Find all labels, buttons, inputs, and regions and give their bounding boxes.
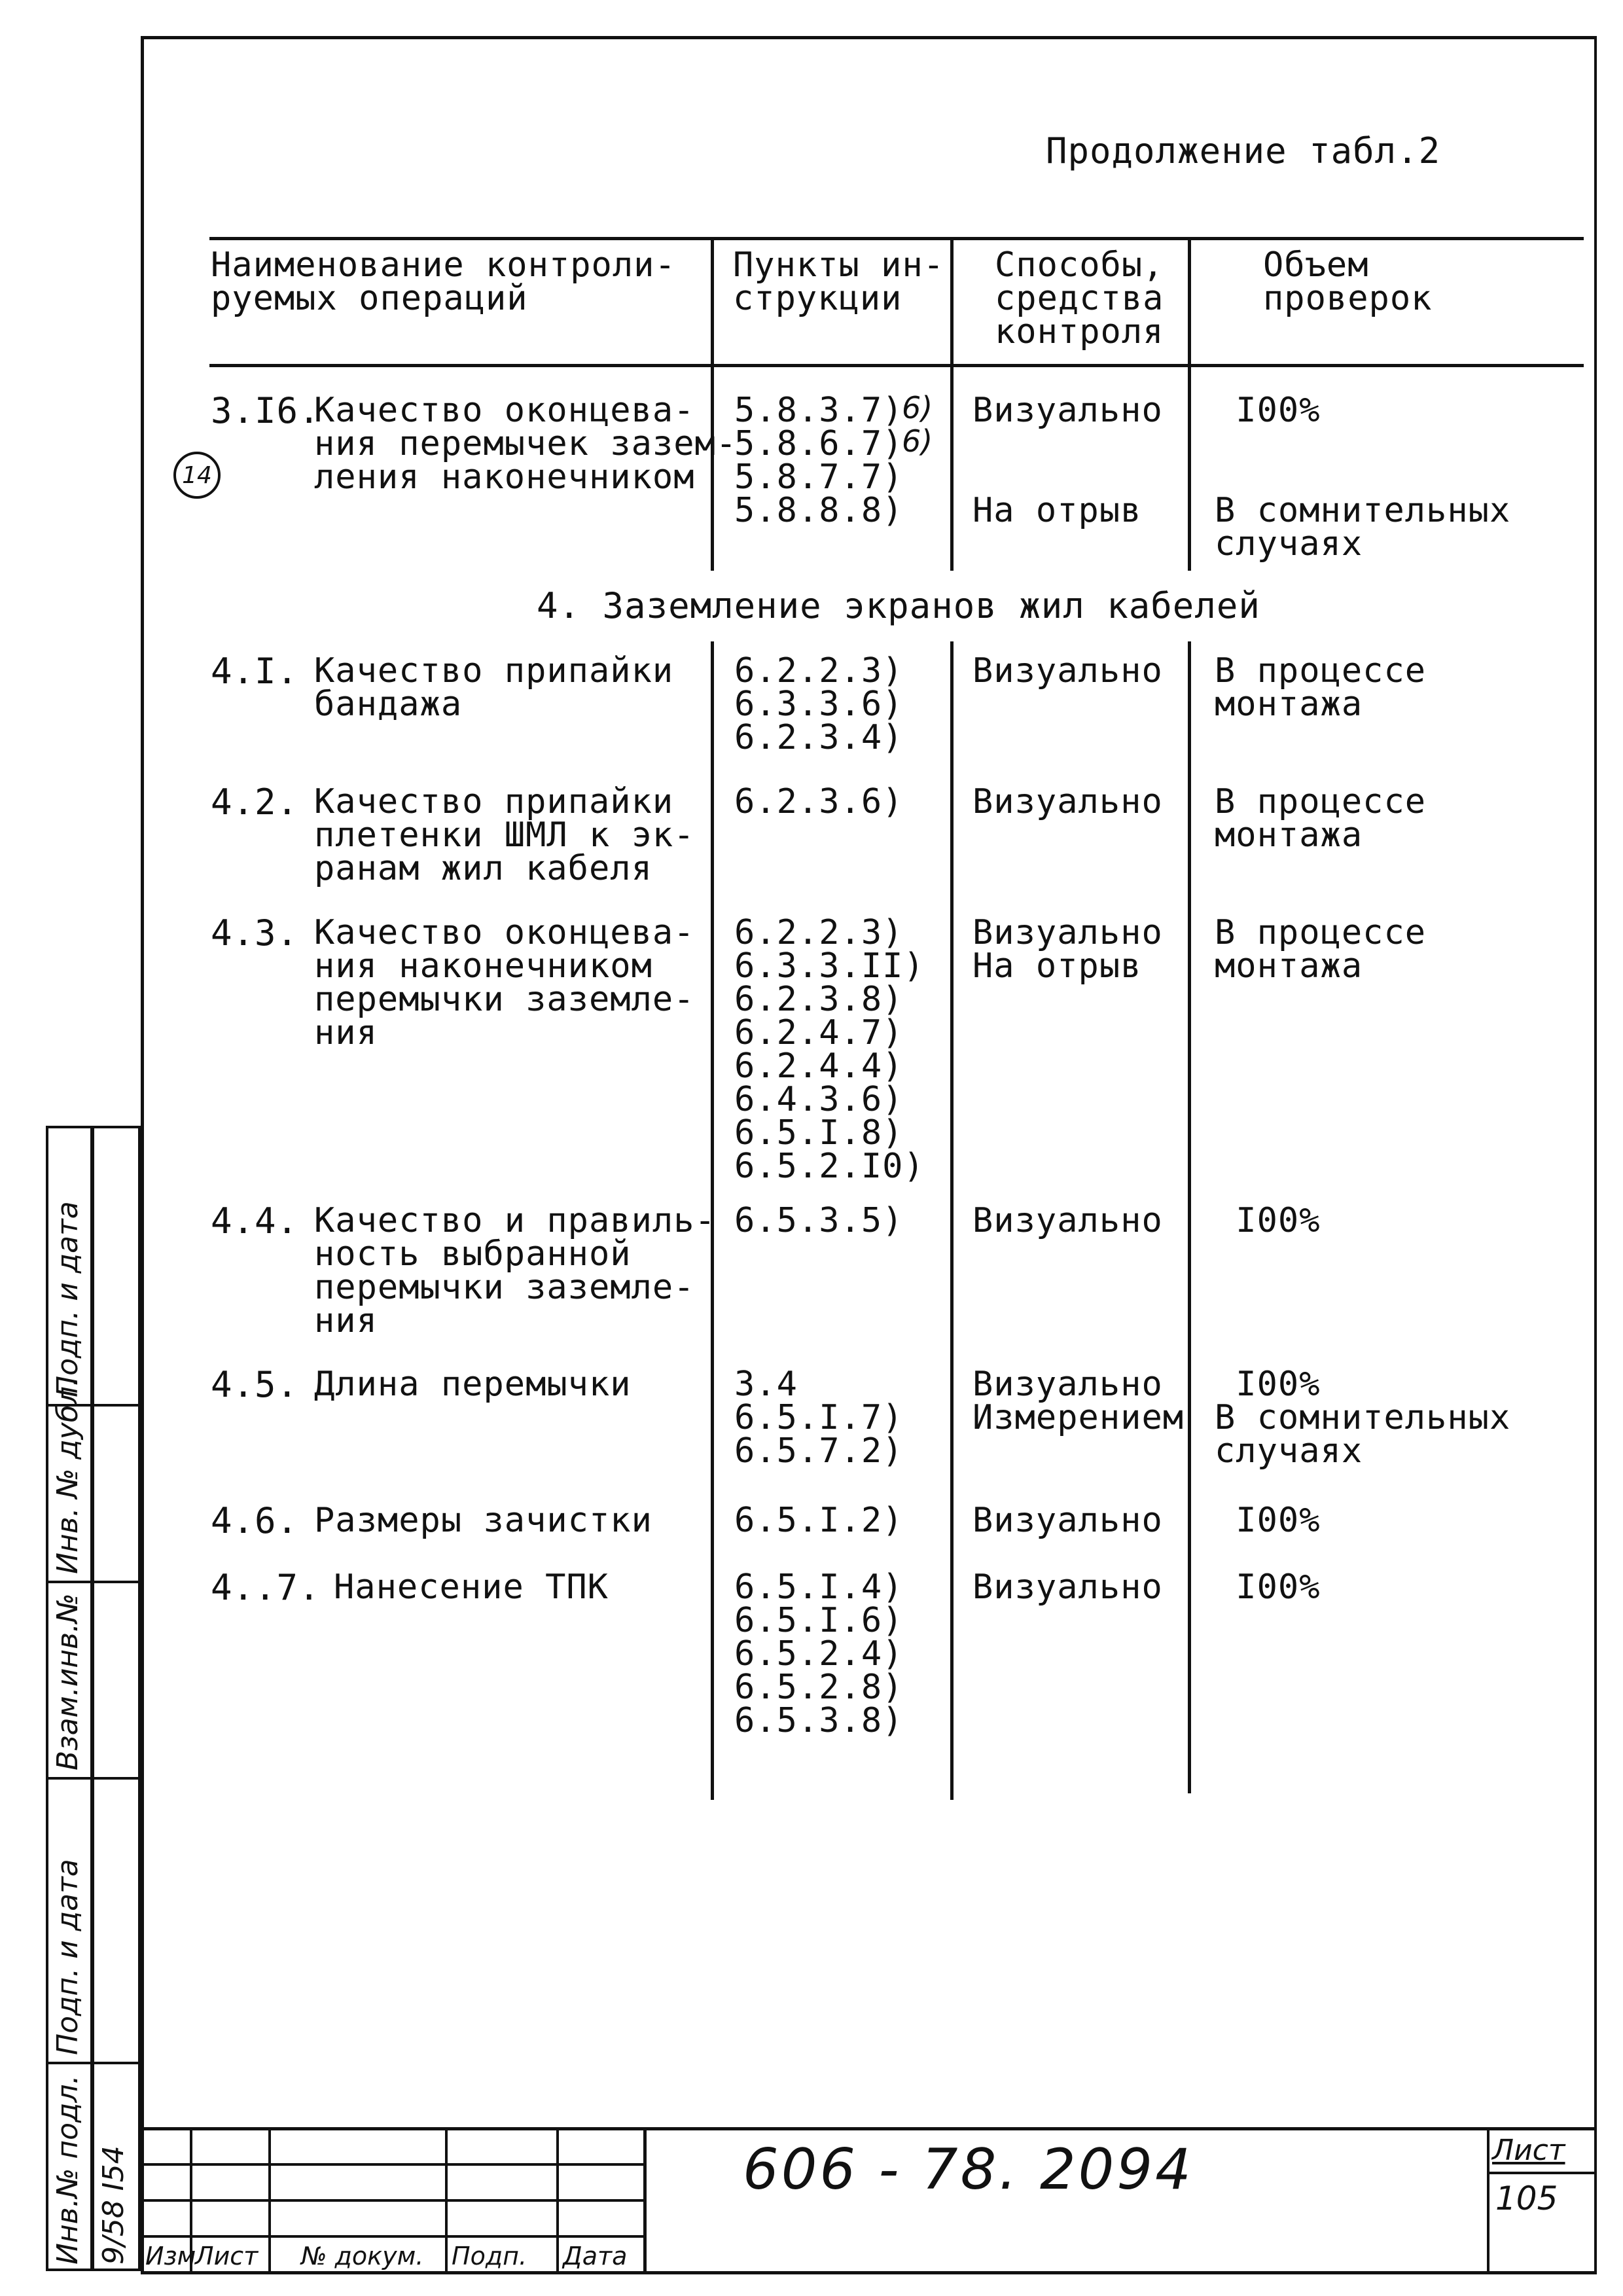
side-label-inv-dubl: Инв. № дубл. [51, 1376, 84, 1574]
row-number: 3.I6. [211, 390, 321, 431]
stamp-doc-label: № докум. [301, 2242, 424, 2270]
row-points: 3.4 6.5.I.7) 6.5.7.2) [734, 1365, 904, 1471]
stamp-row-rule [141, 2235, 645, 2238]
row-name: Размеры зачистки [314, 1501, 652, 1540]
row-name: Длина перемычки [314, 1365, 632, 1404]
row-number: 4.4. [211, 1200, 299, 1242]
side-divider [46, 2062, 141, 2064]
table-header-rule [209, 364, 1584, 367]
row-name: Качество и правиль- ность выбранной перемычки заземле- ния [314, 1201, 716, 1340]
row-name: Нанесение ТПК [334, 1568, 609, 1607]
row-number: 4.3. [211, 912, 299, 954]
row-points: 6.5.3.5) [734, 1201, 904, 1240]
col-divider-2b [950, 641, 954, 1800]
stamp-sheet-rule [1487, 2172, 1597, 2174]
stamp-podp-label: Подп. [452, 2242, 527, 2270]
stamp-col-rule [445, 2127, 448, 2274]
row-points: 6.5.I.2) [734, 1501, 904, 1540]
row-name: Качество припайки плетенки ШМЛ к эк- ранам жил кабеля [314, 782, 695, 888]
side-label-vzam-inv: Взам.инв.№ [51, 1593, 84, 1770]
table-top-rule [209, 237, 1584, 240]
stamp-col-rule [556, 2127, 559, 2274]
row-points: 5.8.3.7) 5.8.6.7) 5.8.7.7) 5.8.8.8) [734, 391, 904, 530]
row-number: 4..7. [211, 1567, 321, 1608]
row-points: 6.5.I.4) 6.5.I.6) 6.5.2.4) 6.5.2.8) 6.5.3.8) [734, 1568, 904, 1740]
row-number: 4.2. [211, 781, 299, 823]
header-operations: Наименование контроли- руемых операций [211, 245, 676, 318]
side-stamp-inner [92, 1126, 141, 2271]
stamp-row-rule [141, 2163, 645, 2166]
row-name: Качество оконцева- ния наконечником перемычки заземле- ния [314, 913, 695, 1052]
row-volume: I00% [1215, 1201, 1321, 1240]
row-number: 4.5. [211, 1364, 299, 1405]
row-volume: В процессе монтажа [1215, 651, 1427, 724]
row-number: 4.6. [211, 1500, 299, 1541]
row-volume: I00% [1215, 1501, 1321, 1540]
stamp-list-label: Лист [195, 2242, 259, 2270]
row-method: Визуально [972, 1568, 1163, 1607]
row-method: Визуально [972, 1201, 1163, 1240]
stamp-col-rule [1487, 2127, 1489, 2274]
handwritten-note: 6) 6) [902, 390, 933, 459]
row-name: Качество припайки бандажа [314, 651, 674, 724]
side-label-podp-data-1: Подп. и дата [51, 1201, 84, 1397]
row-volume: I00% В сомнительных случаях [1215, 1365, 1511, 1471]
row-method: Визуально На отрыв [972, 391, 1163, 530]
stamp-col-rule [643, 2127, 647, 2274]
header-methods: Способы, средства контроля [995, 245, 1164, 351]
stamp-top-rule [141, 2127, 1597, 2130]
sheet-number: 105 [1495, 2179, 1558, 2217]
row-method: Визуально На отрыв [972, 913, 1163, 986]
row-volume: I00% В сомнительных случаях [1215, 391, 1511, 564]
circled-marker: 14 [173, 452, 221, 499]
continuation-label: Продолжение табл.2 [1046, 130, 1441, 171]
side-label-inv-podl: Инв.№ подл. [51, 2075, 84, 2265]
row-volume: В процессе монтажа [1215, 782, 1427, 855]
row-volume: I00% [1215, 1568, 1321, 1607]
side-value-inv-podl: 9/58 I54 [97, 2145, 130, 2265]
col-divider-3b [1188, 641, 1191, 1793]
row-points: 6.2.3.6) [734, 782, 904, 821]
col-divider-3a [1188, 237, 1191, 571]
side-divider [46, 1581, 141, 1583]
document-number: 606 - 78. 2094 [743, 2137, 1194, 2202]
row-method: Визуально [972, 782, 1163, 821]
row-volume: В процессе монтажа [1215, 913, 1427, 986]
sheet-label: Лист [1492, 2134, 1565, 2167]
row-method: Визуально [972, 1501, 1163, 1540]
row-points: 6.2.2.3) 6.3.3.II) 6.2.3.8) 6.2.4.7) 6.2.4.4) 6.4.3.6) 6.5.I.8) 6.5.2.I0) [734, 913, 925, 1186]
stamp-data-label: Дата [563, 2242, 628, 2270]
section-title: 4. Заземление экранов жил кабелей [537, 585, 1260, 626]
row-points: 6.2.2.3) 6.3.3.6) 6.2.3.4) [734, 651, 904, 757]
stamp-col-rule [268, 2127, 271, 2274]
row-method: Визуально [972, 651, 1163, 691]
header-points: Пункты ин- струкции [733, 245, 945, 318]
side-divider [46, 1777, 141, 1780]
col-divider-2a [950, 237, 954, 571]
side-label-podp-data-2: Подп. и дата [51, 1859, 84, 2055]
stamp-row-rule [141, 2199, 645, 2202]
stamp-izm-label: Изм [145, 2242, 196, 2270]
header-volume: Объем проверок [1263, 245, 1433, 318]
row-number: 4.I. [211, 651, 299, 692]
row-method: Визуально Измерением [972, 1365, 1185, 1437]
row-name: Качество оконцева- ния перемычек зазем- ления наконечником [314, 391, 738, 497]
